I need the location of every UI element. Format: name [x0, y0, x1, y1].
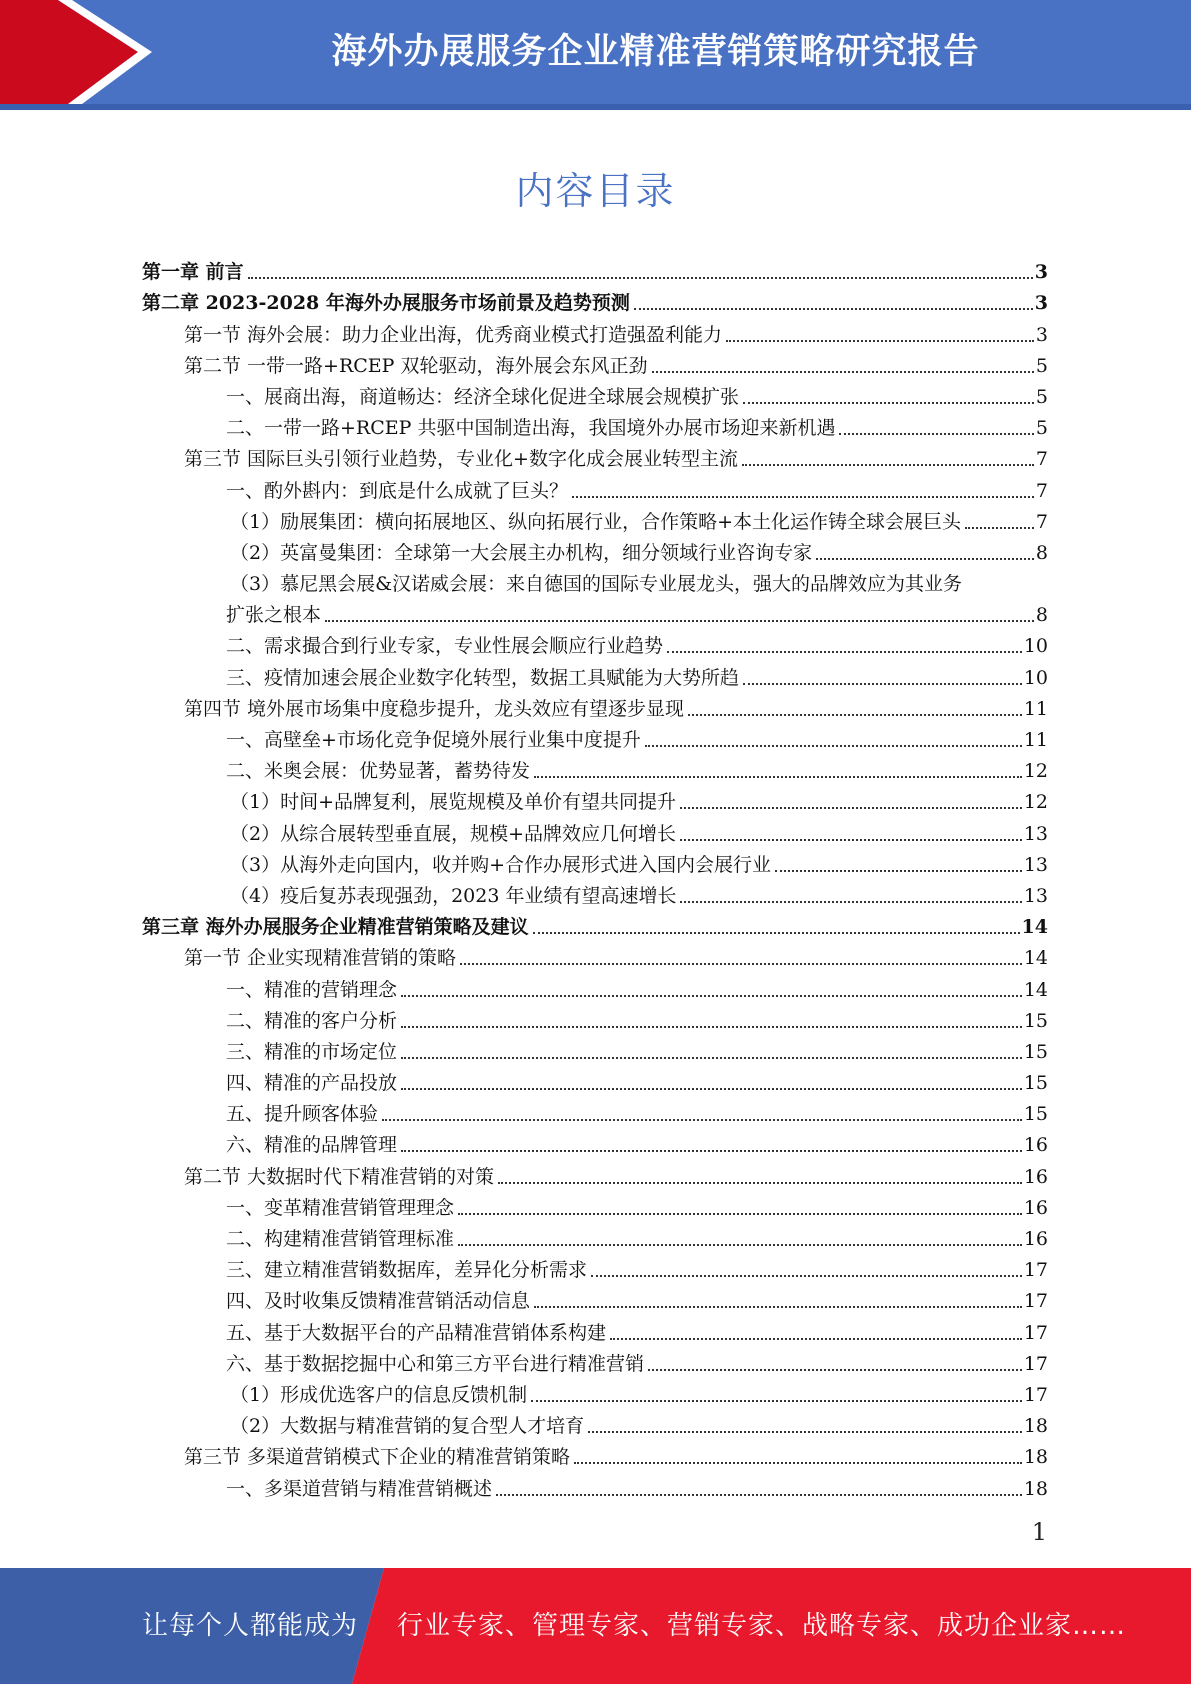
toc-entry-page: 14 — [1023, 947, 1048, 970]
toc-entry[interactable] — [142, 971, 1048, 1002]
toc-entry-page: 16 — [1023, 1165, 1048, 1188]
toc-entry-page: 15 — [1023, 1072, 1048, 1095]
dot-leader — [680, 839, 1022, 841]
header-banner — [0, 0, 1191, 110]
toc-entry-page: 14 — [1021, 916, 1048, 939]
toc-entry-label: 一、展商出海，商道畅达：经济全球化促进全球展会规模扩张 — [226, 385, 740, 408]
toc-entry-page: 13 — [1023, 853, 1048, 876]
dot-leader — [460, 963, 1022, 965]
toc-entry[interactable] — [142, 597, 1048, 628]
toc-entry-label: 第二节 大数据时代下精准营销的对策 — [184, 1165, 495, 1188]
toc-entry-page: 8 — [1035, 541, 1048, 564]
dot-leader — [839, 433, 1033, 435]
toc-entry-label: 一、变革精准营销管理理念 — [226, 1196, 455, 1219]
dot-leader — [588, 1431, 1022, 1433]
toc-entry-label: 三、疫情加速会展企业数字化转型，数据工具赋能为大势所趋 — [226, 666, 740, 689]
toc-entry-label: 二、构建精准营销管理标准 — [226, 1228, 455, 1250]
dot-leader — [591, 1275, 1022, 1277]
dot-leader — [610, 1338, 1022, 1340]
toc-entry-page: 16 — [1023, 1196, 1048, 1219]
dot-leader — [401, 1057, 1022, 1059]
dot-leader — [382, 1119, 1022, 1121]
dot-leader — [574, 1462, 1022, 1464]
toc-entry-label: 四、及时收集反馈精准营销活动信息 — [226, 1290, 531, 1313]
toc-entry-label: （4）疫后复苏表现强劲，2023 年业绩有望高速增长 — [230, 884, 677, 907]
toc-entry[interactable] — [142, 1003, 1048, 1034]
toc-entry-label: 三、建立精准营销数据库，差异化分析需求 — [226, 1259, 588, 1282]
chevron-logo-icon — [0, 0, 160, 110]
dot-leader — [743, 683, 1022, 685]
toc-entry-label: 一、多渠道营销与精准营销概述 — [226, 1477, 493, 1500]
toc-entry-label: （1）时间+品牌复利，展览规模及单价有望共同提升 — [230, 791, 677, 814]
table-of-contents — [142, 254, 1048, 1502]
dot-leader — [534, 1306, 1022, 1308]
toc-entry-label: 四、精准的产品投放 — [226, 1072, 398, 1095]
toc-entry-page: 14 — [1023, 978, 1048, 1001]
toc-entry-label: 第一节 企业实现精准营销的策略 — [184, 947, 457, 970]
toc-entry[interactable] — [142, 285, 1048, 316]
dot-leader — [401, 1150, 1022, 1152]
toc-entry-label: 五、提升顾客体验 — [226, 1103, 379, 1126]
toc-entry-label: 第一节 海外会展：助力企业出海，优秀商业模式打造强盈利能力 — [184, 323, 723, 346]
toc-entry-page: 12 — [1023, 791, 1048, 814]
toc-entry-page: 5 — [1035, 385, 1048, 408]
toc-entry-label: 六、精准的品牌管理 — [226, 1134, 398, 1157]
toc-entry[interactable] — [142, 535, 1048, 566]
toc-entry[interactable] — [142, 441, 1048, 472]
dot-leader — [248, 277, 1033, 279]
toc-entry-page: 16 — [1023, 1134, 1048, 1157]
toc-entry-page: 15 — [1023, 1103, 1048, 1126]
dot-leader — [775, 870, 1022, 872]
toc-entry[interactable] — [142, 472, 1048, 503]
toc-entry[interactable] — [142, 1127, 1048, 1158]
dot-leader — [325, 620, 1034, 622]
toc-entry-page: 18 — [1023, 1415, 1048, 1438]
toc-entry-page: 16 — [1023, 1228, 1048, 1250]
toc-entry-page: 5 — [1035, 417, 1048, 440]
toc-entry-text[interactable]: （3）慕尼黑会展&汉诺威会展：来自德国的国际专业展龙头，强大的品牌效应为其业务 — [230, 573, 963, 596]
dot-leader — [726, 340, 1034, 342]
toc-entry-label: （1）励展集团：横向拓展地区、纵向拓展行业，合作策略+本土化运作铸全球会展巨头 — [230, 510, 962, 533]
dot-leader — [458, 1244, 1022, 1246]
toc-entry[interactable] — [142, 1470, 1048, 1501]
toc-entry[interactable] — [142, 1283, 1048, 1314]
toc-entry[interactable] — [142, 847, 1048, 878]
toc-entry-page: 3 — [1035, 323, 1048, 346]
toc-entry-page: 17 — [1023, 1352, 1048, 1375]
toc-entry[interactable] — [142, 940, 1048, 971]
toc-entry-page: 13 — [1023, 822, 1048, 845]
toc-heading: 内容目录 — [515, 169, 676, 213]
toc-entry[interactable] — [142, 722, 1048, 753]
toc-entry-label: 扩张之根本 — [226, 604, 322, 627]
dot-leader — [458, 1213, 1022, 1215]
toc-entry[interactable] — [142, 1065, 1048, 1096]
dot-leader — [680, 901, 1021, 903]
toc-entry-label: （2）大数据与精准营销的复合型人才培育 — [230, 1415, 585, 1438]
toc-entry-page: 13 — [1023, 884, 1048, 907]
toc-entry-label: 第三节 国际巨头引领行业趋势，专业化+数字化成会展业转型主流 — [184, 448, 738, 471]
toc-entry[interactable] — [142, 784, 1048, 815]
dot-leader — [533, 932, 1020, 934]
dot-leader — [634, 308, 1033, 310]
toc-entry-page: 18 — [1023, 1477, 1048, 1500]
toc-entry[interactable] — [142, 691, 1048, 722]
toc-entry-label: 第三节 多渠道营销模式下企业的精准营销策略 — [184, 1446, 571, 1469]
dot-leader — [401, 1026, 1022, 1028]
toc-entry[interactable] — [142, 659, 1048, 690]
dot-leader — [401, 1088, 1022, 1090]
toc-entry-page: 17 — [1023, 1290, 1048, 1313]
dot-leader — [531, 1400, 1022, 1402]
dot-leader — [645, 745, 1022, 747]
toc-entry-page: 15 — [1023, 1009, 1048, 1032]
toc-entry[interactable] — [142, 628, 1048, 659]
dot-leader — [572, 496, 1034, 498]
toc-entry-page: 17 — [1023, 1259, 1048, 1282]
toc-entry-page: 10 — [1023, 666, 1048, 689]
toc-entry[interactable] — [142, 1408, 1048, 1439]
toc-entry-page: 7 — [1035, 479, 1048, 502]
toc-entry-page: 3 — [1034, 261, 1048, 284]
toc-entry-page: 10 — [1023, 635, 1048, 658]
toc-entry[interactable] — [142, 1190, 1048, 1221]
toc-entry-page: 11 — [1023, 697, 1048, 720]
toc-entry[interactable] — [142, 1346, 1048, 1377]
dot-leader — [743, 402, 1034, 404]
toc-entry[interactable] — [142, 1158, 1048, 1189]
toc-entry-label: （1）形成优选客户的信息反馈机制 — [230, 1383, 528, 1406]
dot-leader — [816, 558, 1034, 560]
toc-entry-page: 7 — [1035, 510, 1048, 533]
toc-entry-label: 第四节 境外展市场集中度稳步提升，龙头效应有望逐步显现 — [184, 697, 685, 720]
toc-entry-label: 一、酌外斟内：到底是什么成就了巨头？ — [226, 479, 569, 502]
toc-entry-label: 一、高壁垒+市场化竞争促境外展行业集中度提升 — [226, 729, 641, 751]
dot-leader — [965, 527, 1034, 529]
toc-entry[interactable] — [142, 504, 1048, 535]
toc-entry-label: 五、基于大数据平台的产品精准营销体系构建 — [226, 1321, 607, 1344]
footer-slogan-left: 让每个人都能成为 — [142, 1611, 359, 1641]
toc-entry[interactable] — [142, 1439, 1048, 1470]
toc-entry[interactable] — [142, 815, 1048, 846]
toc-entry-page: 12 — [1023, 760, 1048, 783]
toc-entry-page: 15 — [1023, 1040, 1048, 1063]
toc-entry-page: 17 — [1023, 1321, 1048, 1344]
toc-entry-label: 第二章 2023-2028 年海外办展服务市场前景及趋势预测 — [142, 292, 630, 315]
toc-entry[interactable] — [142, 1314, 1048, 1345]
dot-leader — [667, 651, 1022, 653]
toc-entry-page: 18 — [1023, 1446, 1048, 1469]
toc-entry[interactable] — [142, 348, 1048, 379]
toc-entry[interactable] — [142, 1221, 1048, 1252]
toc-entry[interactable] — [142, 1096, 1048, 1127]
dot-leader — [742, 464, 1034, 466]
toc-entry-label: 第一章 前言 — [142, 261, 244, 284]
dot-leader — [648, 1369, 1022, 1371]
toc-entry-page: 5 — [1035, 354, 1048, 377]
header-divider — [0, 104, 1191, 110]
toc-entry-page: 7 — [1035, 448, 1048, 471]
page-number: 1 — [1031, 1518, 1047, 1546]
report-title: 海外办展服务企业精准营销策略研究报告 — [331, 32, 980, 72]
toc-entry-label: 二、精准的客户分析 — [226, 1009, 398, 1032]
footer-banner — [0, 1568, 1191, 1684]
toc-entry-page: 3 — [1034, 292, 1048, 315]
toc-entry[interactable] — [142, 878, 1048, 909]
dot-leader — [534, 776, 1022, 778]
toc-entry[interactable] — [142, 1377, 1048, 1408]
toc-entry-label: （2）英富曼集团：全球第一大会展主办机构，细分领域行业咨询专家 — [230, 541, 813, 564]
toc-entry-label: 第二节 一带一路+RCEP 双轮驱动，海外展会东风正劲 — [184, 354, 648, 377]
dot-leader — [688, 714, 1022, 716]
toc-entry[interactable] — [142, 909, 1048, 940]
toc-entry-page: 8 — [1035, 604, 1048, 627]
dot-leader — [401, 995, 1022, 997]
toc-entry-page: 11 — [1023, 729, 1048, 751]
toc-entry[interactable] — [142, 1252, 1048, 1283]
toc-entry-label: 二、米奥会展：优势显著，蓄势待发 — [226, 760, 531, 783]
toc-entry[interactable] — [142, 379, 1048, 410]
toc-entry[interactable] — [142, 254, 1048, 285]
toc-entry-label: 二、需求撮合到行业专家，专业性展会顺应行业趋势 — [226, 635, 664, 658]
toc-entry-label: （2）从综合展转型垂直展，规模+品牌效应几何增长 — [230, 822, 677, 845]
toc-entry[interactable] — [142, 410, 1048, 441]
footer-slogan-right: 行业专家、管理专家、营销专家、战略专家、成功企业家…… — [397, 1611, 1127, 1641]
toc-entry-label: 二、一带一路+RCEP 共驱中国制造出海，我国境外办展市场迎来新机遇 — [226, 417, 836, 440]
toc-entry[interactable] — [142, 753, 1048, 784]
toc-entry[interactable] — [142, 1034, 1048, 1065]
toc-entry-label: 第三章 海外办展服务企业精准营销策略及建议 — [142, 916, 529, 939]
toc-entry-label: （3）从海外走向国内，收并购+合作办展形式进入国内会展行业 — [230, 853, 772, 876]
dot-leader — [680, 807, 1022, 809]
toc-entry-label: 六、基于数据挖掘中心和第三方平台进行精准营销 — [226, 1352, 645, 1375]
toc-entry-label: 一、精准的营销理念 — [226, 978, 398, 1001]
toc-entry-label: 三、精准的市场定位 — [226, 1040, 398, 1063]
toc-entry-page: 17 — [1023, 1383, 1048, 1406]
toc-entry[interactable] — [142, 316, 1048, 347]
dot-leader — [652, 371, 1034, 373]
dot-leader — [498, 1182, 1022, 1184]
dot-leader — [496, 1494, 1022, 1496]
